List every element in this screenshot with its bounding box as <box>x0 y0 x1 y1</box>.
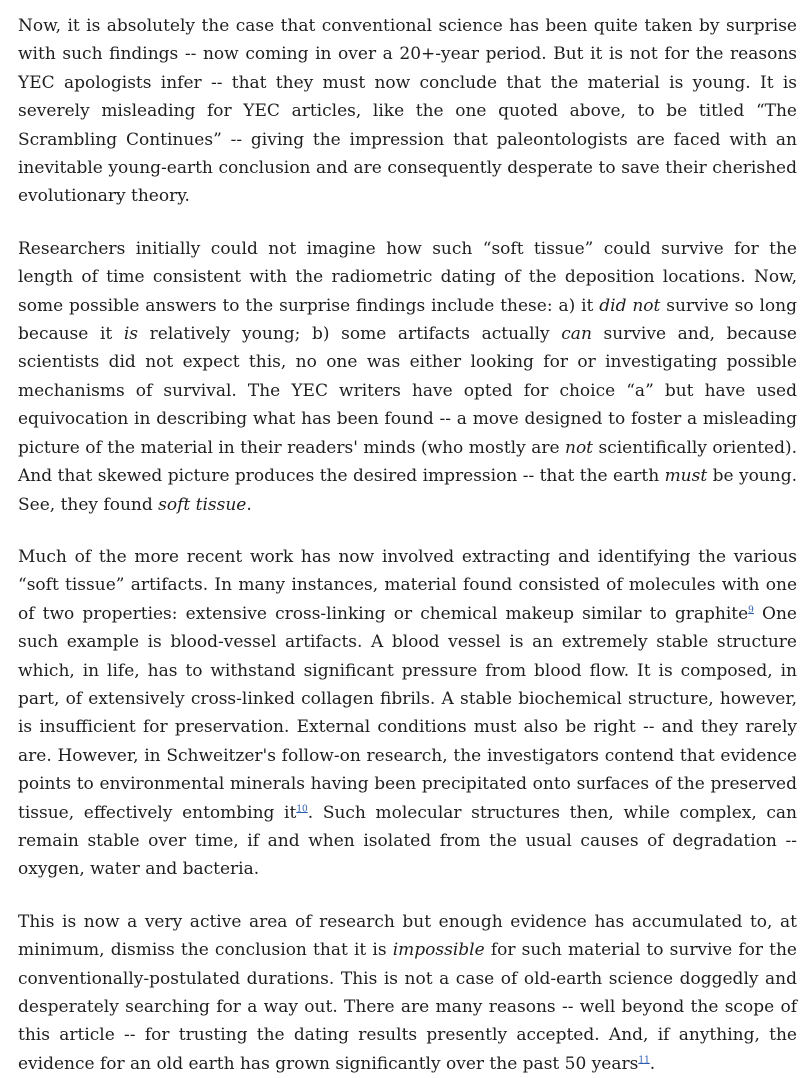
text-run: be young. See, they found <box>18 466 797 515</box>
emphasis-text: did not <box>599 295 661 316</box>
footnote-ref-10[interactable]: 10 <box>296 803 308 814</box>
text-run: scientifically oriented). And that skewed picture produces the desired impression -- that the earth <box>18 437 798 487</box>
paragraph-3 <box>18 543 797 884</box>
text-run: . <box>649 1053 656 1074</box>
text-run: . <box>246 494 252 515</box>
paragraph-2 <box>18 235 797 519</box>
text-run: . Such molecular structures then, while complex, can remain stable over time, if and when isolated from the usual causes of degradation -- oxygen, water and bacteria. <box>18 802 797 880</box>
text-run: survive and, because scientists did not expect this, no one was either looking for or investigating possible mechanisms of survival. The YEC writers have opted for choice “a” but have used equivocation in describing what has been found -- a move designed to foster a misleading picture of the material in their readers' minds (who mostly are <box>18 324 797 458</box>
emphasis-text: must <box>664 466 708 487</box>
text-run: Now, it is absolutely the case that conventional science has been quite taken by surprise with such findings -- now coming in over a 20+-year period. But it is not for the reasons YEC apologists infer -- that they must now conclude that the material is young. It is severely misleading for YEC articles, like the one quoted above, to be titled “The Scrambling Continues” -- giving the impression that paleontologists are faced with an inevitable young-earth conclusion and are consequently desperate to save their cherished evolutionary theory. <box>18 16 797 207</box>
paragraph-1 <box>18 12 797 211</box>
emphasis-text: can <box>561 324 592 345</box>
footnote-ref-11[interactable]: 11 <box>638 1055 650 1066</box>
emphasis-text: is <box>123 324 139 345</box>
text-run: One such example is blood-vessel artifacts. A blood vessel is an extremely stable structure which, in life, has to withstand significant pressure from blood flow. It is composed, in part, of extensively cross-linked collagen fibrils. A stable biochemical structure, however, is insufficient for preservation. External conditions must also be right -- and they rarely are. However, in Schweitzer's follow-on research, the investigators contend that evidence points to environmental minerals having been precipitated onto surfaces of the preserved tissue, effectively entombing it <box>18 603 797 823</box>
emphasis-text: soft tissue <box>158 494 247 515</box>
emphasis-text: not <box>565 437 594 458</box>
text-run: Researchers initially could not imagine how such “soft tissue” could survive for the length of time consistent with the radiometric dating of the deposition locations. Now, some possible answers to the surprise findings include these: a) it <box>18 238 797 316</box>
text-run: Much of the more recent work has now involved extracting and identifying the various “soft tissue” artifacts. In many instances, material found consisted of molecules with one of two properties: extensive cross-linking or chemical makeup similar to graphite <box>18 546 797 624</box>
text-run: for such material to survive for the conventionally-postulated durations. This is not a case of old-earth science doggedly and desperately searching for a way out. There are many reasons -- well beyond the scope of this article -- for trusting the dating results presently accepted. And, if anything, the evidence for an old earth has grown significantly over the past 50 years <box>18 940 797 1074</box>
text-run: This is now a very active area of research but enough evidence has accumulated to, at minimum, dismiss the conclusion that it is <box>18 911 797 961</box>
emphasis-text: impossible <box>392 940 485 961</box>
footnote-ref-9[interactable]: 9 <box>748 605 754 616</box>
text-run: survive so long because it <box>18 295 797 345</box>
paragraph-4 <box>18 908 797 1078</box>
text-run: relatively young; b) some artifacts actually <box>138 324 562 345</box>
